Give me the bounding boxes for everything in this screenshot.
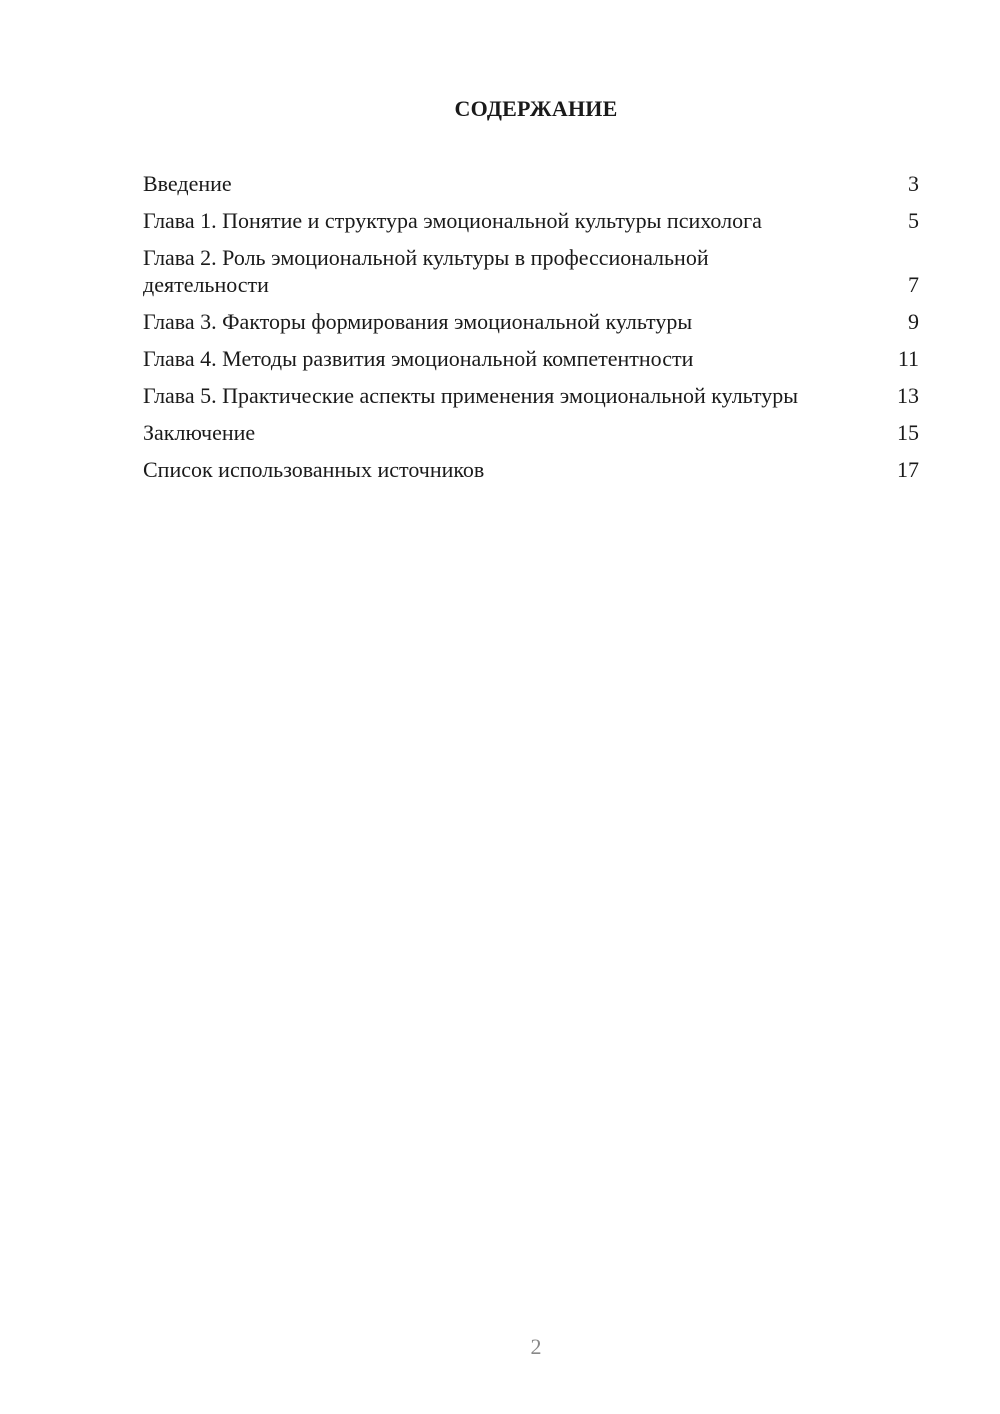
toc-entry-conclusion: [143, 419, 919, 446]
toc-entry-page: 17: [897, 457, 919, 482]
toc-entry-page: 9: [908, 309, 919, 334]
toc-entry-page: 3: [908, 171, 919, 196]
toc-entry-chapter-1: [143, 207, 919, 234]
toc-entry-text: Список использованных источников: [143, 457, 485, 482]
toc-entry-references: [143, 456, 919, 483]
toc-entry-introduction: [143, 170, 919, 197]
toc-entry-page: 15: [897, 420, 919, 445]
toc-entry-page: 5: [908, 208, 919, 233]
table-of-contents: [143, 170, 919, 493]
page-title: СОДЕРЖАНИЕ: [454, 96, 618, 121]
toc-entry-page: 13: [897, 383, 919, 408]
page-number: 2: [530, 1334, 542, 1359]
toc-entry-chapter-4: [143, 345, 919, 372]
toc-entry-text: Введение: [143, 171, 232, 196]
toc-entry-chapter-3: [143, 308, 919, 335]
toc-entry-text: Глава 5. Практические аспекты применения эмоциональной культуры: [143, 383, 798, 408]
toc-entry-chapter-2: [143, 244, 919, 298]
toc-entry-text: Глава 2. Роль эмоциональной культуры в профессиональной деятельности: [143, 245, 709, 297]
toc-entry-chapter-5: [143, 382, 919, 409]
toc-entry-page: 7: [908, 272, 919, 297]
toc-entry-text: Заключение: [143, 420, 256, 445]
toc-entry-text: Глава 4. Методы развития эмоциональной компетентности: [143, 346, 694, 371]
toc-entry-text: Глава 1. Понятие и структура эмоциональной культуры психолога: [143, 208, 762, 233]
toc-entry-page: 11: [897, 346, 919, 371]
toc-entry-text: Глава 3. Факторы формирования эмоциональной культуры: [143, 309, 693, 334]
